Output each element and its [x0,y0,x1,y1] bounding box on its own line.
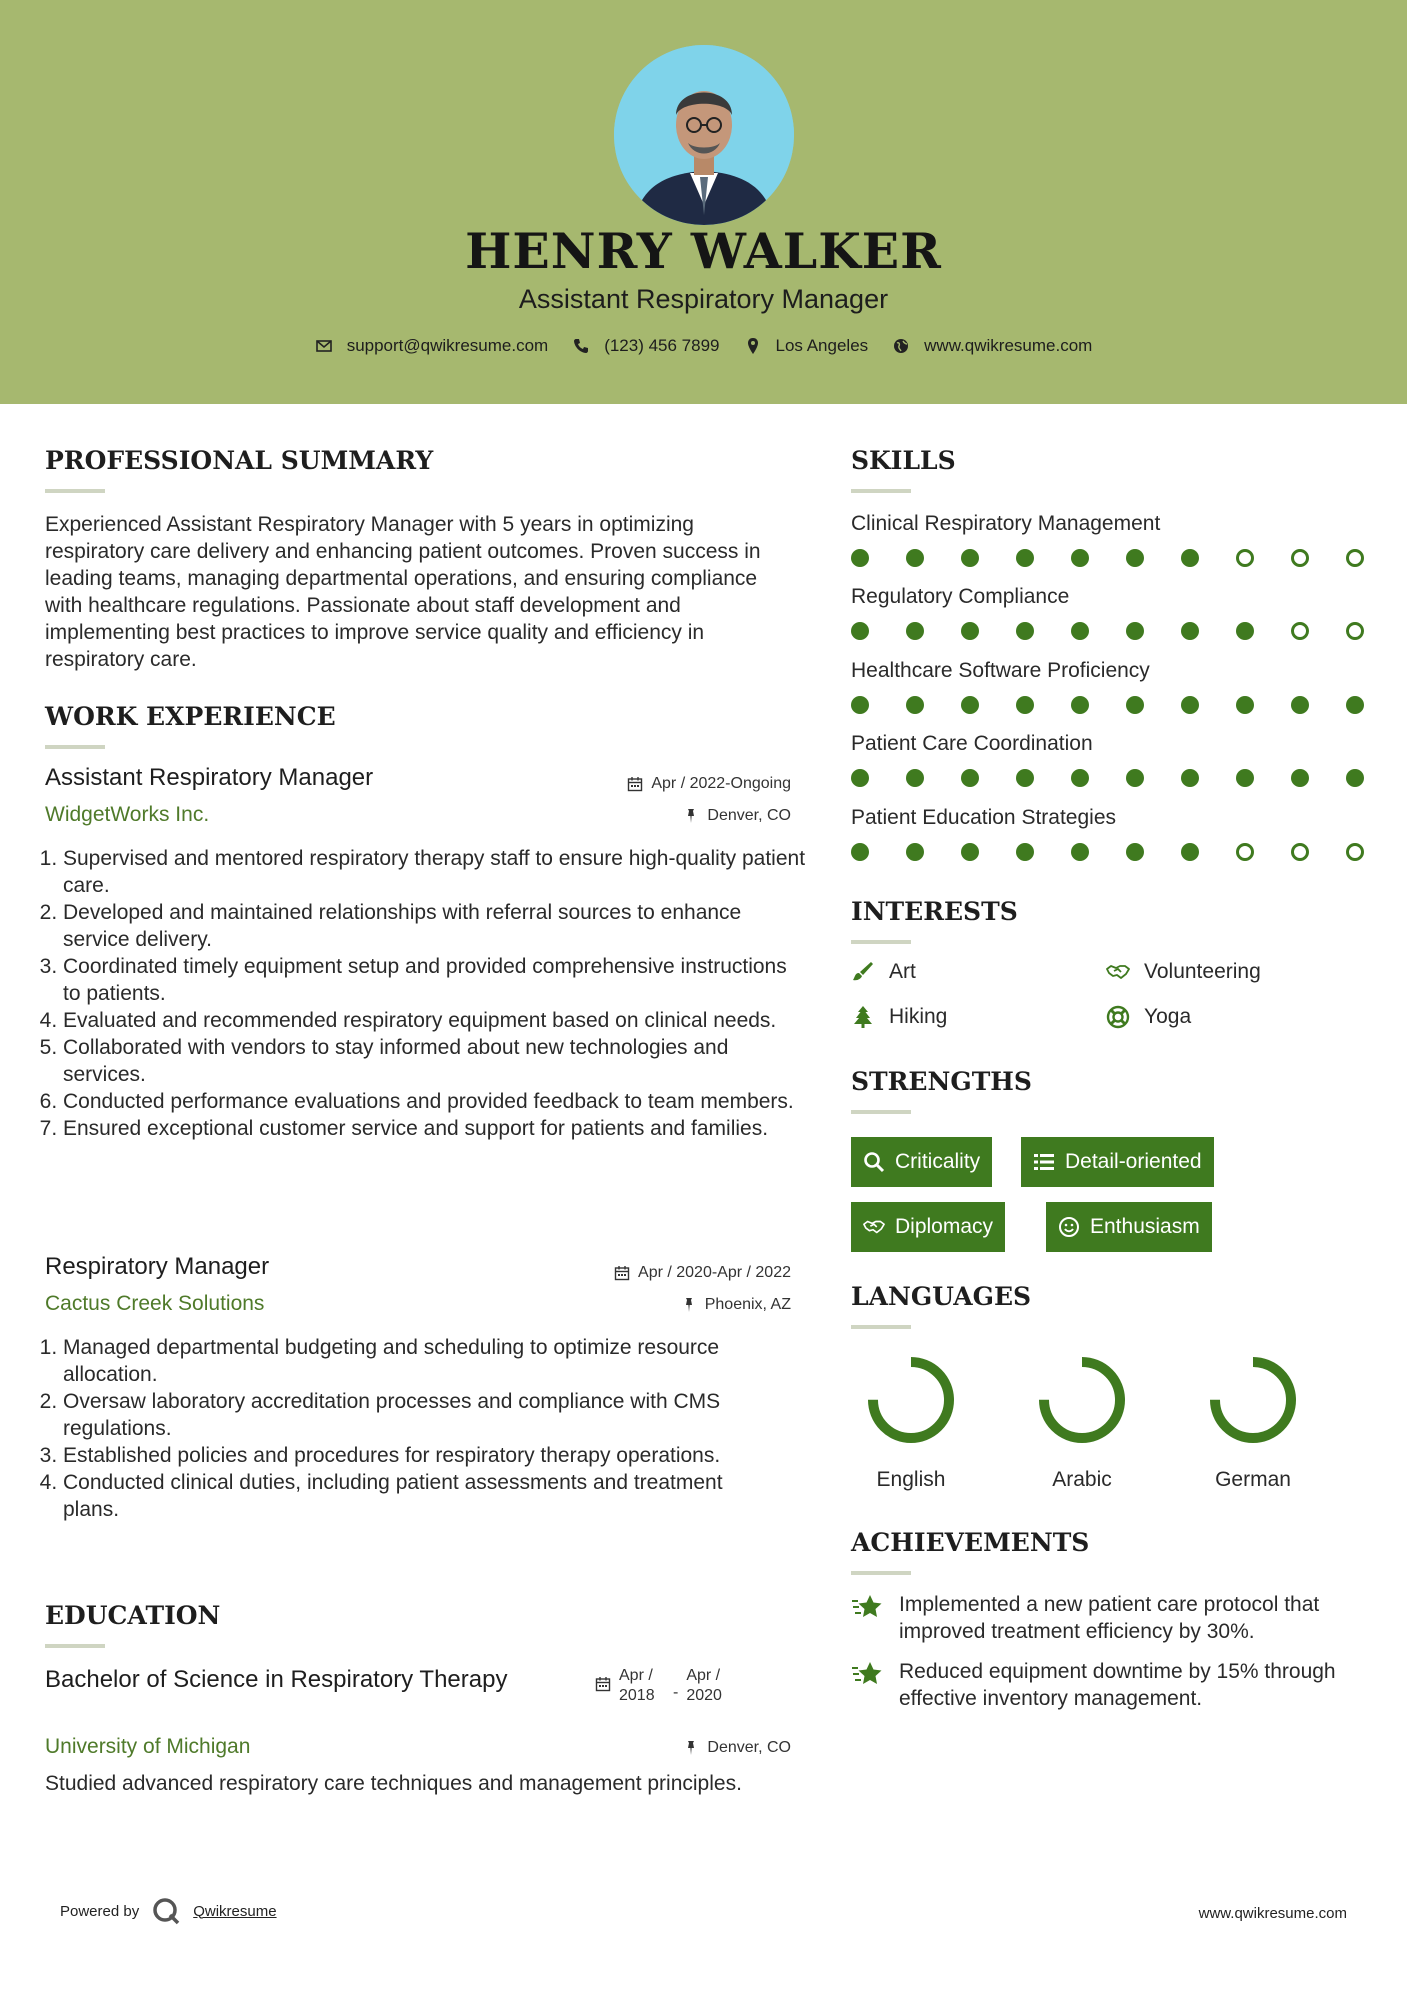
skill-dot-filled [1071,843,1089,861]
skill-rating [851,696,1364,714]
list-item: 6. Conducted performance evaluations and provided feedback to team members. [63,1088,808,1115]
interests-heading: INTERESTS [851,897,1018,926]
language-progress-arc [1044,1362,1120,1438]
skill-dot-filled [1236,769,1254,787]
achievement-item [851,1658,1361,1712]
skill-dot-filled [851,843,869,861]
education-start: Apr / 2018 [619,1667,655,1704]
strengths-heading: STRENGTHS [851,1067,1032,1096]
handshake-icon [1106,960,1130,984]
experience-divider [45,745,105,749]
list-item: 2. Developed and maintained relationships with referral sources to enhance service delivery. [63,899,808,953]
duties-list [45,1334,783,1523]
lifering-icon [1106,1005,1130,1029]
skill-rating [851,549,1364,567]
skill-dot-empty [1346,549,1364,567]
skill-dot-filled [1016,843,1034,861]
job-dates [614,1264,791,1282]
skill-dot-filled [851,622,869,640]
language-name: Arabic [1052,1468,1112,1491]
skill-name: Regulatory Compliance [851,585,1070,608]
skill-dot-filled [1181,769,1199,787]
achievement-text: Implemented a new patient care protocol that improved treatment efficiency by 30%. [899,1593,1320,1643]
skill-dot-filled [1071,549,1089,567]
language-ring [863,1352,959,1448]
skill-rating [851,622,1364,640]
skill-dot-filled [1236,622,1254,640]
language-ring [1205,1352,1301,1448]
strength-label: Criticality [895,1150,981,1173]
skill-rating [851,769,1364,787]
skill-dot-filled [1071,696,1089,714]
education-end: Apr / 2020 [686,1667,722,1704]
strength-chip [851,1137,992,1187]
language-progress-arc [873,1362,949,1438]
job-dates-text: Apr / 2020-Apr / 2022 [638,1264,791,1281]
interest-item [851,960,916,984]
skill-dot-empty [1291,549,1309,567]
profile-photo [614,45,794,225]
calendar-icon [614,1265,630,1281]
skill-dot-filled [1181,549,1199,567]
education-dates [595,1666,732,1706]
education-location-text: Denver, CO [707,1739,791,1756]
list-item: 1. Supervised and mentored respiratory therapy staff to ensure high-quality patient care. [63,845,808,899]
summary-divider [45,489,105,493]
summary-heading: PROFESSIONAL SUMMARY [45,446,434,475]
skill-dot-filled [1346,696,1364,714]
website-text: www.qwikresume.com [924,336,1093,355]
list-item: 2. Oversaw laboratory accreditation processes and compliance with CMS regulations. [63,1388,783,1442]
contact-website[interactable] [892,336,1092,356]
list-item: 3. Established policies and procedures for respiratory therapy operations. [63,1442,783,1469]
education-divider [45,1644,105,1648]
calendar-icon [595,1676,611,1692]
interest-item [1106,1005,1191,1029]
list-item: 4. Conducted clinical duties, including patient assessments and treatment plans. [63,1469,783,1523]
footer-branding [60,1896,277,1926]
skill-dot-filled [1291,769,1309,787]
skill-dot-empty [1236,843,1254,861]
skill-rating [851,843,1364,861]
skill-dot-filled [1126,549,1144,567]
skill-dot-filled [1181,622,1199,640]
star-award-icon [851,1593,883,1621]
interest-item [851,1005,947,1029]
skill-dot-filled [1016,769,1034,787]
skill-dot-filled [1291,696,1309,714]
skill-dot-filled [1181,843,1199,861]
skill-dot-filled [1126,622,1144,640]
skill-dot-filled [1236,696,1254,714]
skills-divider [851,489,911,493]
skill-dot-filled [1126,843,1144,861]
skill-dot-filled [961,622,979,640]
skill-dot-filled [1071,769,1089,787]
strength-chip [1021,1137,1214,1187]
list-item: 4. Evaluated and recommended respiratory equipment based on clinical needs. [63,1007,808,1034]
skill-dot-filled [851,696,869,714]
star-award-icon [851,1660,883,1688]
phone-icon [572,337,590,355]
candidate-role: Assistant Respiratory Manager [518,284,889,314]
location-text: Los Angeles [775,336,869,355]
skill-dot-filled [961,549,979,567]
job-location [681,1296,791,1314]
handshake-icon [863,1216,885,1238]
list-item: 7. Ensured exceptional customer service and support for patients and families. [63,1115,808,1142]
language-name: English [876,1468,946,1491]
job-location-text: Denver, CO [707,807,791,824]
paintbrush-icon [851,960,875,984]
company-name: WidgetWorks Inc. [45,803,210,826]
envelope-icon [315,337,333,355]
strength-label: Diplomacy [895,1215,994,1238]
search-icon [863,1151,885,1173]
job-dates [627,775,791,793]
skill-dot-filled [1016,622,1034,640]
degree-title: Bachelor of Science in Respiratory Therapy [45,1666,508,1693]
skill-dot-empty [1291,843,1309,861]
language-ring [1034,1352,1130,1448]
skill-dot-filled [906,622,924,640]
job-title: Assistant Respiratory Manager [45,764,374,791]
list-item: 5. Collaborated with vendors to stay informed about new technologies and services. [63,1034,808,1088]
job-dates-text: Apr / 2022-Ongoing [651,775,791,792]
pin-icon [681,1297,697,1313]
skill-dot-empty [1346,622,1364,640]
qwikresume-link[interactable]: Qwikresume [193,1902,277,1920]
map-marker-icon [744,337,762,355]
strength-label: Enthusiasm [1090,1215,1200,1238]
skill-name: Patient Education Strategies [851,806,1117,829]
skill-dot-filled [961,843,979,861]
skill-dot-filled [851,769,869,787]
interests-divider [851,940,911,944]
skill-dot-filled [961,696,979,714]
pin-icon [683,1740,699,1756]
tree-icon [851,1005,875,1029]
skills-heading: SKILLS [851,446,956,475]
skill-dot-filled [906,769,924,787]
languages-heading: LANGUAGES [851,1282,1032,1311]
date-separator: - [673,1684,679,1701]
skill-name: Healthcare Software Proficiency [851,659,1150,682]
duties-list [45,845,808,1142]
resume-header [0,0,1407,404]
job-location [683,807,791,825]
skill-dot-filled [906,549,924,567]
education-heading: EDUCATION [45,1601,221,1630]
powered-by-text: Powered by [60,1902,140,1920]
interest-label: Hiking [889,1005,948,1028]
interest-label: Volunteering [1144,960,1261,983]
skill-dot-filled [1016,549,1034,567]
interest-item [1106,960,1261,984]
summary-text: Experienced Assistant Respiratory Manager with 5 years in optimizing respiratory care delivery and enhancing patient outcomes. Proven success in leading teams, managing departmental operations, and ensuring compliance with healthcare regulations. Passionate about staff development and implementing best practices to improve service quality and efficiency in respiratory care. [45,513,761,671]
skill-dot-empty [1346,843,1364,861]
skill-name: Patient Care Coordination [851,732,1093,755]
skill-dot-filled [851,549,869,567]
education-description: Studied advanced respiratory care techniques and management principles. [45,1772,742,1795]
strengths-divider [851,1110,911,1114]
skill-dot-filled [906,696,924,714]
calendar-icon [627,776,643,792]
pin-icon [683,808,699,824]
skill-dot-filled [1346,769,1364,787]
candidate-name: HENRY WALKER [465,222,942,280]
email-text: support@qwikresume.com [346,336,549,355]
list-item: 3. Coordinated timely equipment setup and provided comprehensive instructions to patients. [63,953,808,1007]
globe-icon [892,337,910,355]
language-item [1012,1352,1152,1492]
language-item [841,1352,981,1492]
achievement-text: Reduced equipment downtime by 15% through effective inventory management. [899,1660,1336,1710]
interest-label: Yoga [1144,1005,1192,1028]
qwikresume-logo-icon [151,1896,181,1926]
interest-label: Art [889,960,916,983]
achievements-divider [851,1571,911,1575]
skill-dot-filled [1016,696,1034,714]
skill-dot-filled [1181,696,1199,714]
list-icon [1033,1151,1055,1173]
smile-icon [1058,1216,1080,1238]
contact-email[interactable] [315,336,549,356]
language-item [1183,1352,1323,1492]
skill-dot-empty [1291,622,1309,640]
strength-label: Detail-oriented [1065,1150,1202,1173]
skill-dot-empty [1236,549,1254,567]
skill-dot-filled [961,769,979,787]
footer-website[interactable]: www.qwikresume.com [1198,1905,1347,1922]
language-name: German [1215,1468,1291,1491]
job-title: Respiratory Manager [45,1253,270,1280]
company-name: Cactus Creek Solutions [45,1292,265,1315]
languages-divider [851,1325,911,1329]
skill-dot-filled [1071,622,1089,640]
contact-phone[interactable] [572,336,719,356]
language-progress-arc [1215,1362,1291,1438]
strength-chip [851,1202,1005,1252]
school-name: University of Michigan [45,1735,251,1758]
phone-text: (123) 456 7899 [604,336,720,355]
job-location-text: Phoenix, AZ [704,1296,791,1313]
achievements-heading: ACHIEVEMENTS [851,1528,1090,1557]
education-location [683,1739,791,1757]
list-item: 1. Managed departmental budgeting and scheduling to optimize resource allocation. [63,1334,783,1388]
achievement-item [851,1591,1361,1645]
skill-name: Clinical Respiratory Management [851,512,1161,535]
contact-bar [0,336,1407,356]
skill-dot-filled [1126,769,1144,787]
experience-heading: WORK EXPERIENCE [45,702,336,731]
strength-chip [1046,1202,1212,1252]
skill-dot-filled [1126,696,1144,714]
contact-location [744,336,869,356]
skill-dot-filled [906,843,924,861]
